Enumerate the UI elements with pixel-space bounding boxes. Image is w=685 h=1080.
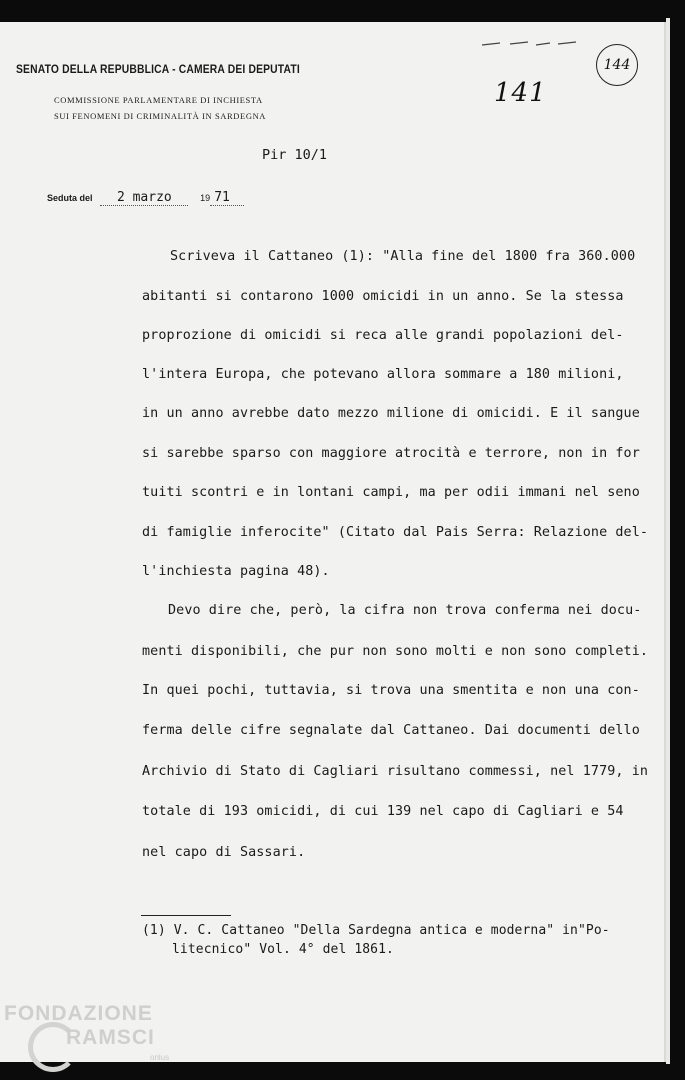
session-year-suffix: 71 — [210, 190, 244, 206]
body-line: Devo dire che, però, la cifra non trova conferma nei docu- — [168, 603, 642, 618]
body-line: tuiti scontri e in lontani campi, ma per odii immani nel seno — [142, 485, 640, 500]
body-line: Scriveva il Cattaneo (1): "Alla fine del 1800 fra 360.000 — [170, 249, 636, 264]
body-line: proprozione di omicidi si reca alle grandi popolazioni del- — [142, 328, 624, 343]
watermark-foundation: FONDAZIONE — [4, 1002, 153, 1025]
handwritten-page-number: 141 — [494, 78, 547, 108]
body-line: totale di 193 omicidi, di cui 139 nel capo di Cagliari e 54 — [142, 804, 624, 819]
document-page — [0, 22, 666, 1062]
body-line: si sarebbe sparso con maggiore atrocità e terrore, non in for — [142, 446, 640, 461]
session-label: Seduta del — [47, 193, 93, 203]
session-year-prefix: 19 — [200, 193, 211, 203]
session-date-line — [47, 190, 244, 206]
body-line: l'inchiesta pagina 48). — [142, 564, 330, 579]
body-line: nel capo di Sassari. — [142, 845, 306, 860]
body-line: Archivio di Stato di Cagliari risultano commessi, nel 1779, in — [142, 764, 649, 779]
watermark-onlus: onlus — [150, 1053, 170, 1062]
body-line: abitanti si contarono 1000 omicidi in un anno. Se la stessa — [142, 289, 624, 304]
body-line: di famiglie inferocite" (Citato dal Pais Serra: Relazione del- — [142, 525, 649, 540]
document-reference: Pir 10/1 — [262, 147, 328, 163]
commission-line-2: SUI FENOMENI DI CRIMINALITÀ IN SARDEGNA — [54, 111, 267, 121]
body-line: l'intera Europa, che potevano allora sommare a 180 milioni, — [142, 367, 624, 382]
session-date: 2 marzo — [100, 190, 188, 206]
body-line: in un anno avrebbe dato mezzo milione di omicidi. E il sangue — [142, 406, 640, 421]
page-edge — [666, 18, 670, 1064]
footnote-line-2: litecnico" Vol. 4° del 1861. — [172, 942, 394, 957]
footnote-line-1: (1) V. C. Cattaneo "Della Sardegna antica e moderna" in"Po- — [142, 923, 610, 938]
faint-scribble-mark — [480, 40, 590, 48]
footnote-divider — [141, 915, 231, 916]
body-line: In quei pochi, tuttavia, si trova una smentita e non una con- — [142, 683, 640, 698]
watermark-gramsci: RAMSCI — [66, 1026, 155, 1049]
commission-line-1: COMMISSIONE PARLAMENTARE DI INCHIESTA — [54, 95, 263, 105]
body-line: ferma delle cifre segnalate dal Cattaneo. Dai documenti dello — [142, 723, 640, 738]
institution-header: SENATO DELLA REPUBBLICA - CAMERA DEI DEPUTATI — [16, 62, 300, 76]
body-line: menti disponibili, che pur non sono molti e non sono completi. — [142, 644, 649, 659]
circled-stamp-number: 144 — [596, 44, 638, 86]
